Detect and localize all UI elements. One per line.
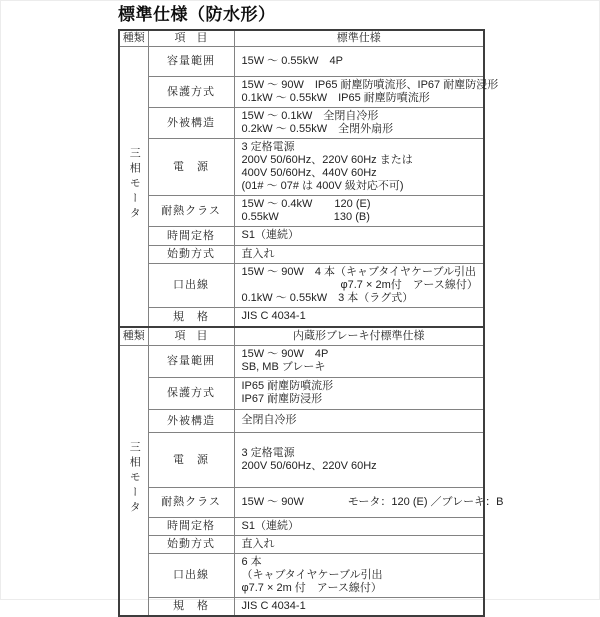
item-cell: 耐熱クラス <box>148 195 234 226</box>
table-row <box>119 409 484 432</box>
value-cell <box>234 245 484 263</box>
value-cell <box>234 432 484 487</box>
value-line: IP67 耐塵防浸形 <box>241 393 323 405</box>
value-line: 直入れ <box>241 247 275 260</box>
value-line: 15W ～ 0.4kW 120 (E) <box>241 197 371 210</box>
value-line: JIS C 4034-1 <box>241 310 306 323</box>
table-header-row <box>119 327 484 345</box>
value-line: 15W ～ 90W 4 本（キャブタイヤケーブル引出 <box>241 265 477 278</box>
category-cell <box>119 46 148 327</box>
value-cell <box>234 535 484 553</box>
table-row <box>119 517 484 535</box>
item-cell: 口出線 <box>148 263 234 307</box>
spec-table <box>118 29 504 617</box>
value-line: SB, MB ブレーキ <box>241 361 326 373</box>
value-line: 0.1kW ～ 0.55kW 3 本（ラグ式） <box>241 291 414 304</box>
table-row <box>119 195 484 226</box>
item-cell: 時間定格 <box>148 517 234 535</box>
value-cell <box>234 307 484 327</box>
category-label: 三相モータ <box>128 441 141 516</box>
item-cell: 容量範囲 <box>148 345 234 377</box>
value-cell <box>234 226 484 245</box>
value-line: （キャブタイヤケーブル引出 <box>241 568 383 581</box>
table-row <box>119 487 484 517</box>
table-row <box>119 553 484 597</box>
value-cell <box>234 409 484 432</box>
table-row <box>119 535 484 553</box>
table-header-row <box>119 30 484 46</box>
header-kind: 種類 <box>119 30 148 46</box>
item-cell: 時間定格 <box>148 226 234 245</box>
item-cell: 始動方式 <box>148 535 234 553</box>
value-cell <box>234 487 504 517</box>
header-spec: 内蔵形ブレーキ付標準仕様 <box>234 327 484 345</box>
value-line: 15W ～ 90W 4P <box>241 348 329 360</box>
item-cell: 保護方式 <box>148 76 234 107</box>
header-spec: 標準仕様 <box>234 30 484 46</box>
item-cell: 電 源 <box>148 138 234 195</box>
value-cell <box>234 107 484 138</box>
value-line: 0.1kW ～ 0.55kW IP65 耐塵防噴流形 <box>241 91 430 104</box>
header-kind: 種類 <box>119 327 148 345</box>
item-cell: 規 格 <box>148 307 234 327</box>
value-cell <box>234 263 484 307</box>
value-line: 直入れ <box>241 537 275 550</box>
value-line: 全閉自冷形 <box>241 414 297 426</box>
header-item: 項 目 <box>148 327 234 345</box>
value-line: 6 本 <box>241 555 262 568</box>
value-line: φ7.7 × 2m 付 アース線付） <box>241 581 382 594</box>
table-row <box>119 226 484 245</box>
table-row <box>119 107 484 138</box>
table-row <box>119 46 484 76</box>
item-cell: 規 格 <box>148 597 234 616</box>
category-cell <box>119 345 148 616</box>
item-cell: 耐熱クラス <box>148 487 234 517</box>
value-line: 0.2kW ～ 0.55kW 全閉外扇形 <box>241 122 394 135</box>
category-label: 三相モータ <box>128 147 141 223</box>
value-line: 200V 50/60Hz、220V 60Hz または <box>241 153 413 166</box>
item-cell: 保護方式 <box>148 377 234 409</box>
value-line: 15W ～ 0.55kW 4P <box>241 54 343 67</box>
table-row <box>119 307 484 327</box>
table-row <box>119 76 484 107</box>
item-cell: 始動方式 <box>148 245 234 263</box>
value-line: S1（連続） <box>241 229 299 241</box>
value-cell <box>234 517 484 535</box>
value-line: 15W ～ 90W モータ：120 (E) ／ブレーキ：B <box>241 495 504 508</box>
item-cell: 外被構造 <box>148 107 234 138</box>
value-line: S1（連続） <box>241 519 299 532</box>
table-row <box>119 245 484 263</box>
value-line: 0.55kW 130 (B) <box>241 210 370 223</box>
value-line: (01# ～ 07# は 400V 級対応不可) <box>241 179 404 192</box>
table-row <box>119 377 484 409</box>
value-line: φ7.7 × 2m付 アース線付） <box>241 278 478 291</box>
value-cell <box>234 377 484 409</box>
value-line: 3 定格電源 <box>241 140 295 153</box>
value-cell <box>234 345 484 377</box>
header-item: 項 目 <box>148 30 234 46</box>
table-row <box>119 263 484 307</box>
value-line: IP65 耐塵防噴流形 <box>241 380 334 392</box>
item-cell: 電 源 <box>148 432 234 487</box>
value-line: 400V 50/60Hz、440V 60Hz <box>241 166 377 179</box>
table-row <box>119 345 484 377</box>
value-cell <box>234 46 484 76</box>
value-line: 3 定格電源 <box>241 446 295 459</box>
value-cell <box>234 138 484 195</box>
value-cell <box>234 76 499 107</box>
spec-sheet <box>118 5 504 617</box>
item-cell: 口出線 <box>148 553 234 597</box>
value-line: 200V 50/60Hz、220V 60Hz <box>241 459 377 472</box>
page-title: 標準仕様（防水形） <box>118 5 276 24</box>
item-cell: 外被構造 <box>148 409 234 432</box>
value-cell <box>234 553 484 597</box>
value-line: 15W ～ 90W IP65 耐塵防噴流形、IP67 耐塵防浸形 <box>241 78 499 91</box>
table-row <box>119 138 484 195</box>
item-cell: 容量範囲 <box>148 46 234 76</box>
value-line: 15W ～ 0.1kW 全閉自冷形 <box>241 109 379 122</box>
value-line: JIS C 4034-1 <box>241 599 306 612</box>
value-cell <box>234 195 484 226</box>
table-row <box>119 432 484 487</box>
